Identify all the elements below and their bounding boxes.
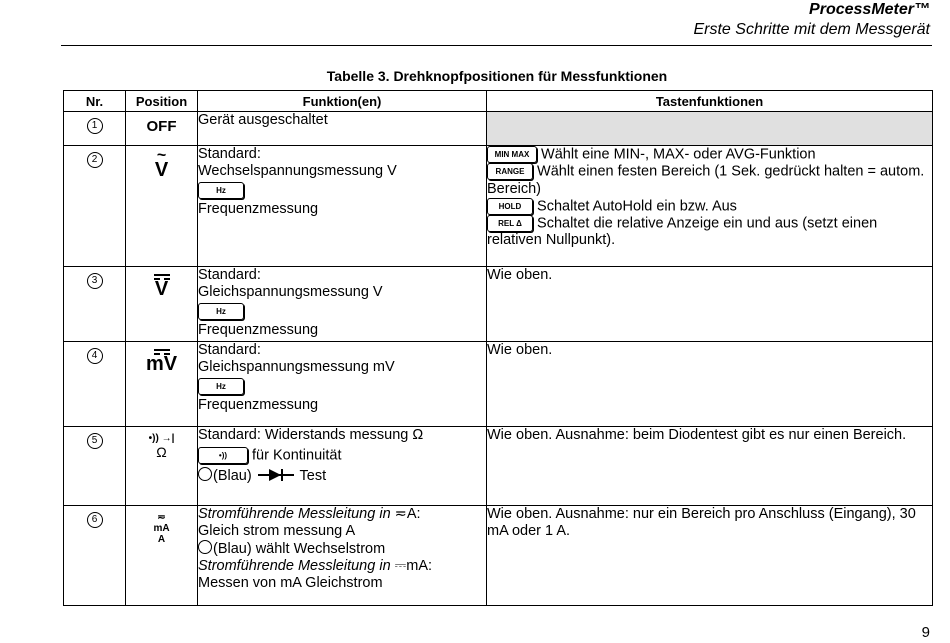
- tasten-text: Wie oben. Ausnahme: beim Diodentest gibt es nur einen Bereich.: [487, 427, 907, 443]
- position-a: A: [157, 534, 166, 545]
- tasten-text: Schaltet AutoHold ein bzw. Aus: [537, 197, 737, 214]
- funktion-text: Gleichspannungsmessung mV: [198, 359, 395, 375]
- position-ohm: Ω: [156, 444, 167, 460]
- col-header-position: Position: [126, 91, 198, 112]
- header-subtitle: Erste Schritte mit dem Messgerät: [693, 21, 930, 38]
- col-header-funktion: Funktion(en): [198, 91, 487, 112]
- circled-number-icon: 1: [87, 118, 103, 134]
- funktion-text: Gerät ausgeschaltet: [198, 112, 328, 128]
- position-mvdc: mV: [145, 353, 178, 375]
- ac-dc-icon: ≂: [157, 512, 166, 523]
- tasten-text: Wählt einen festen Bereich (1 Sek. gedrückt halten = autom. Bereich): [487, 163, 925, 197]
- funktion-text: Standard: Widerstands messung Ω: [198, 427, 424, 443]
- funktion-text: Frequenzmessung: [198, 397, 319, 413]
- circled-number-icon: 5: [87, 433, 103, 449]
- dc-bar-icon: ⎓: [394, 558, 407, 574]
- ac-tilde-icon: ~: [156, 147, 167, 164]
- funktion-text: Wechselspannungsmessung V: [198, 163, 397, 179]
- tasten-text: Schaltet die relative Anzeige ein und aus (setzt einen relativen Nullpunkt).: [487, 215, 878, 249]
- position-ma: mA: [153, 523, 170, 534]
- col-header-nr: Nr.: [64, 91, 126, 112]
- funktion-text: Frequenzmessung: [198, 201, 319, 217]
- radio-circle-icon: [198, 467, 212, 481]
- funktion-text: (Blau): [213, 468, 252, 484]
- tasten-text: Wie oben.: [487, 267, 553, 283]
- funktion-text: Messen von mA Gleichstrom: [198, 575, 383, 591]
- funktion-text: Frequenzmessung: [198, 322, 319, 338]
- ac-dc-icon: ≂: [394, 506, 407, 522]
- dc-bar-icon: [154, 349, 170, 355]
- page-number: 9: [921, 624, 930, 641]
- funktion-text: Standard:: [198, 342, 261, 358]
- table-caption: Tabelle 3. Drehknopfpositionen für Messfunktionen: [326, 68, 668, 84]
- hz-key: Hz: [198, 378, 244, 395]
- header-title: ProcessMeter™: [809, 1, 930, 18]
- tasten-text: Wie oben.: [487, 342, 553, 358]
- diode-icon: [256, 468, 296, 482]
- circled-number-icon: 4: [87, 348, 103, 364]
- funktion-text: (Blau) wählt Wechselstrom: [213, 541, 386, 557]
- table-row: [64, 427, 933, 506]
- continuity-icon: •)): [148, 433, 159, 444]
- circled-number-icon: 2: [87, 152, 103, 168]
- hz-key: Hz: [198, 182, 244, 199]
- tasten-text: Wie oben. Ausnahme: nur ein Bereich pro Anschluss (Eingang), 30 mA oder 1 A.: [487, 506, 916, 539]
- funktion-text: Standard:: [198, 267, 261, 283]
- funktion-text: A:: [406, 506, 421, 522]
- position-vac: V: [154, 159, 169, 181]
- function-table: [63, 90, 933, 606]
- funktion-text: Test: [299, 468, 327, 484]
- radio-circle-icon: [198, 540, 212, 554]
- header-rule: [61, 45, 932, 46]
- minmax-key: MIN MAX: [487, 146, 537, 163]
- col-header-tasten: Tastenfunktionen: [487, 91, 933, 112]
- position-off: OFF: [146, 118, 177, 135]
- funktion-text: Stromführende Messleitung in: [198, 558, 391, 574]
- funktion-text: Gleichspannungsmessung V: [198, 284, 383, 300]
- funktion-text: Gleich strom messung A: [198, 523, 356, 539]
- funktion-text: Stromführende Messleitung in: [198, 506, 391, 522]
- funktion-text: Standard:: [198, 146, 261, 162]
- funktion-text: mA:: [406, 558, 433, 574]
- table-header-row: [64, 91, 933, 112]
- continuity-key: •)): [198, 447, 248, 464]
- position-vdc: V: [154, 278, 169, 300]
- tasten-empty: [487, 112, 933, 146]
- rel-key: REL Δ: [487, 215, 533, 232]
- diode-icon: →|: [161, 433, 175, 444]
- tasten-text: Wählt eine MIN-, MAX- oder AVG-Funktion: [541, 146, 816, 163]
- range-key: RANGE: [487, 163, 533, 180]
- table-row: [64, 112, 933, 146]
- table-row: [64, 342, 933, 427]
- table-row: [64, 506, 933, 606]
- circled-number-icon: 3: [87, 273, 103, 289]
- table-row: [64, 267, 933, 342]
- funktion-text: für Kontinuität: [252, 447, 342, 464]
- dc-bar-icon: [154, 274, 170, 280]
- hold-key: HOLD: [487, 198, 533, 215]
- hz-key: Hz: [198, 303, 244, 320]
- table-row: [64, 146, 933, 267]
- circled-number-icon: 6: [87, 512, 103, 528]
